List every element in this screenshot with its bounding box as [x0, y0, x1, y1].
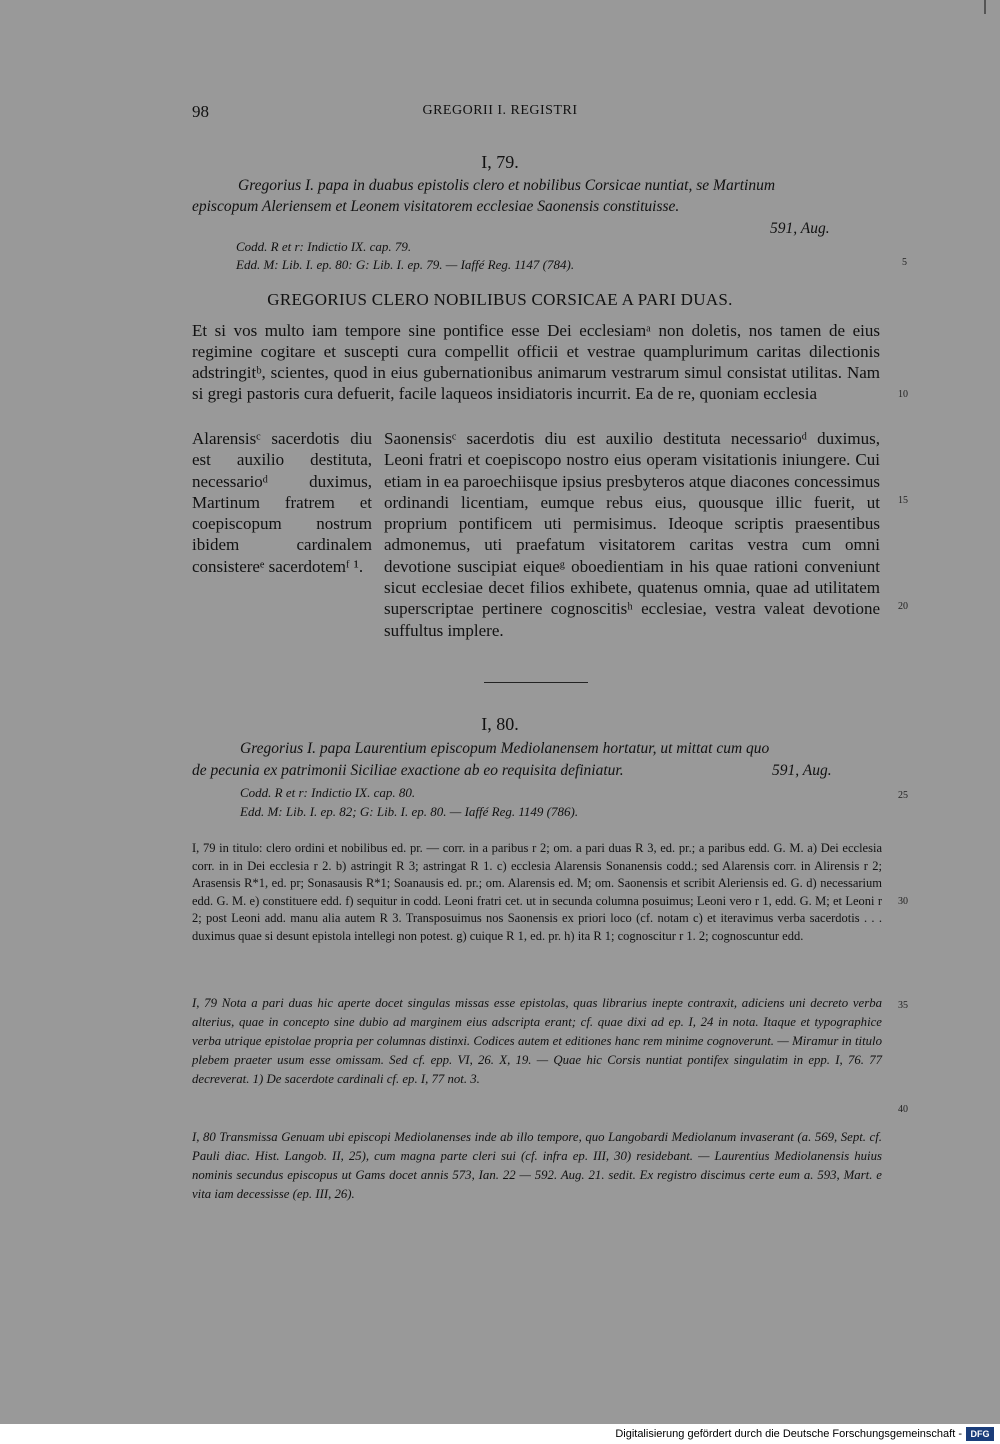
letter-79-opening-paragraph: Et si vos multo iam tempore sine pontifice esse Dei ecclesiamᵃ non doletis, nos tamen de eius regimine cogitare et suscepti cura compellit officii et vestrae quamplurimum caritas dilectionis adstringitᵇ, scientes, quod in eius gubernationibus animarum vestrarum simul consistat utilitas. Nam si gregi pastoris cura defuerit, facile laqueos insidiatoris incurrit. Ea de re, quoniam ecclesia	[192, 321, 880, 403]
letter-79-editions: Edd. M: Lib. I. ep. 80: G: Lib. I. ep. 79. — Iaffé Reg. 1147 (784).	[236, 257, 575, 272]
corner-mark	[984, 0, 986, 14]
letter-79-title: GREGORIUS CLERO NOBILIBUS CORSICAE A PARI DUAS.	[267, 290, 733, 309]
footer-credit: Digitalisierung gefördert durch die Deutsche Forschungsgemeinschaft -	[615, 1428, 962, 1440]
letter-80-heading: I, 80.	[481, 714, 519, 734]
line-number-10: 10	[898, 389, 908, 400]
letter-79-right-column: Saonensisᶜ sacerdotis diu est auxilio destituta necessarioᵈ duximus, Leoni fratri et coepiscopo nostro eius operam visitationis iniungere. Cui etiam in ea paroechiisque ipsius presbyteros atque diacones concessimus ordinandi licentiam, eumque rebus eius, quousque illic fuerit, ut proprium pontificem uti permisimus. Ideoque scriptis praesentibus admonemus, uti praefatum visitatorem caritas vestra cum omni devotione suscipiat eiqueᵍ oboedientiam in his quae rationi conveniunt sicut ecclesiae decet filios exhibete, quatenus omnia, quae ad utilitatem superscriptae pertinere cognoscitisʰ ecclesiae, vestra valeat devotione suffultus implere.	[384, 429, 880, 640]
page-number: 98	[192, 102, 209, 121]
running-title: GREGORII I. REGISTRI	[422, 103, 578, 118]
letter-80-editions: Edd. M: Lib. I. ep. 82; G: Lib. I. ep. 80. — Iaffé Reg. 1149 (786).	[240, 804, 579, 819]
letter-80-codices: Codd. R et r: Indictio IX. cap. 80.	[240, 785, 416, 800]
footer-bar	[0, 1424, 1000, 1444]
line-number-25: 25	[898, 790, 908, 801]
commentary-note-80	[192, 1128, 882, 1204]
letter-79-left-column: Alarensisᶜ sacerdotis diu est auxilio destituta, necessarioᵈ duximus, Martinum fratrem et coepiscopum nostrum ibidem cardinalem consistereᵉ sacerdotemᶠ ¹.	[192, 429, 372, 576]
letter-79-summary-line1: Gregorius I. papa in duabus epistolis clero et nobilibus Corsicae nuntiat, se Martinum	[238, 177, 776, 194]
line-number-15: 15	[898, 495, 908, 506]
letter-79-codices: Codd. R et r: Indictio IX. cap. 79.	[236, 239, 412, 254]
line-number-40: 40	[898, 1104, 908, 1115]
section-divider	[484, 682, 588, 683]
letter-80-summary-line1: Gregorius I. papa Laurentium episcopum Mediolanensem hortatur, ut mittat cum quo	[240, 740, 770, 757]
letter-79-heading: I, 79.	[481, 152, 519, 172]
line-number-20: 20	[898, 601, 908, 612]
dfg-logo-icon[interactable]: DFG	[966, 1427, 994, 1441]
commentary-note-79	[192, 994, 882, 1089]
letter-80-date: 591, Aug.	[772, 762, 832, 779]
letter-79-summary-line2: episcopum Aleriensem et Leonem visitatorem ecclesiae Saonensis constituisse.	[192, 198, 680, 215]
critical-footnotes	[192, 840, 882, 945]
letter-80-summary-line2: de pecunia ex patrimonii Siciliae exactione ab eo requisita definiatur.	[192, 762, 624, 779]
letter-79-opening-text	[192, 320, 880, 404]
line-number-30: 30	[898, 896, 908, 907]
line-number-35: 35	[898, 1000, 908, 1011]
note-79-text: I, 79 Nota a pari duas hic aperte docet singulas missas esse epistolas, quas librarius inepte contraxit, adiciens uni decreto verba alterius, quae in concepto sine dubio ad marginem eius adscripta erant; cf. quae dixi ad ep. I, 24 in nota. Itaque et typographice verba utrique epistolae propria per columnas distinxi. Codices autem et editiones hanc rem minime cognoverunt. — Miramur in titulo plebem praeter usum esse omissam. Sed cf. epp. VI, 26. X, 19. — Quae hic Corsis nuntiat pontifex singulatim in epp. I, 76. 77 decreverat. 1) De sacerdote cardinali cf. ep. I, 77 not. 3.	[192, 996, 882, 1086]
letter-79-date: 591, Aug.	[770, 220, 830, 237]
footnotes-text: I, 79 in titulo: clero ordini et nobilibus ed. pr. — corr. in a paribus r 2; om. a pari duas R 3, ed. pr.; a paribus edd. G. M. a) Dei ecclesia corr. in in Dei ecclesia r 2. b) astringit R 3; astringat R 1. c) ecclesia Alarensis Sonanensis codd.; sed Alarensis corr. in Alirensis r 2; Arasensis R*1, ed. pr; Sonasausis R*1; Soanausis ed. pr.; om. Alarensis ed. M; om. Saonensis et scribit Aleriensis ed. G. d) necessarium edd. G. M. e) constituere edd. f) sequitur in codd. Leoni fratri cet. ut in secunda columna posuimus; Leoni vero r 1, edd. G. M; et Leoni r 2; post Leoni add. manu alia autem R 3. Transposuimus nos Saonensis ex priori loco (cf. notam c) et iteravimus verba sacerdotis . . . duximus quae si desunt epistola intellegi non potest. g) cuique R 1, ed. pr. h) ita R 1; cognoscitur r 1. 2; cognoscuntur edd.	[192, 841, 882, 943]
note-80-text: I, 80 Transmissa Genuam ubi episcopi Mediolanenses inde ab illo tempore, quo Langobardi Mediolanum invaserant (a. 569, Sept. cf. Pauli diac. Hist. Langob. II, 25), cum magna parte cleri sui (cf. infra ep. III, 30) residebant. — Laurentius Mediolanensis huius nominis secundus episcopus ut Gams docet annis 573, Ian. 22 — 592. Aug. 21. sedit. Ex registro discimus certe eum a. 593, Mart. e vita iam decessisse (ep. III, 26).	[192, 1130, 882, 1201]
line-number-5: 5	[902, 257, 907, 268]
